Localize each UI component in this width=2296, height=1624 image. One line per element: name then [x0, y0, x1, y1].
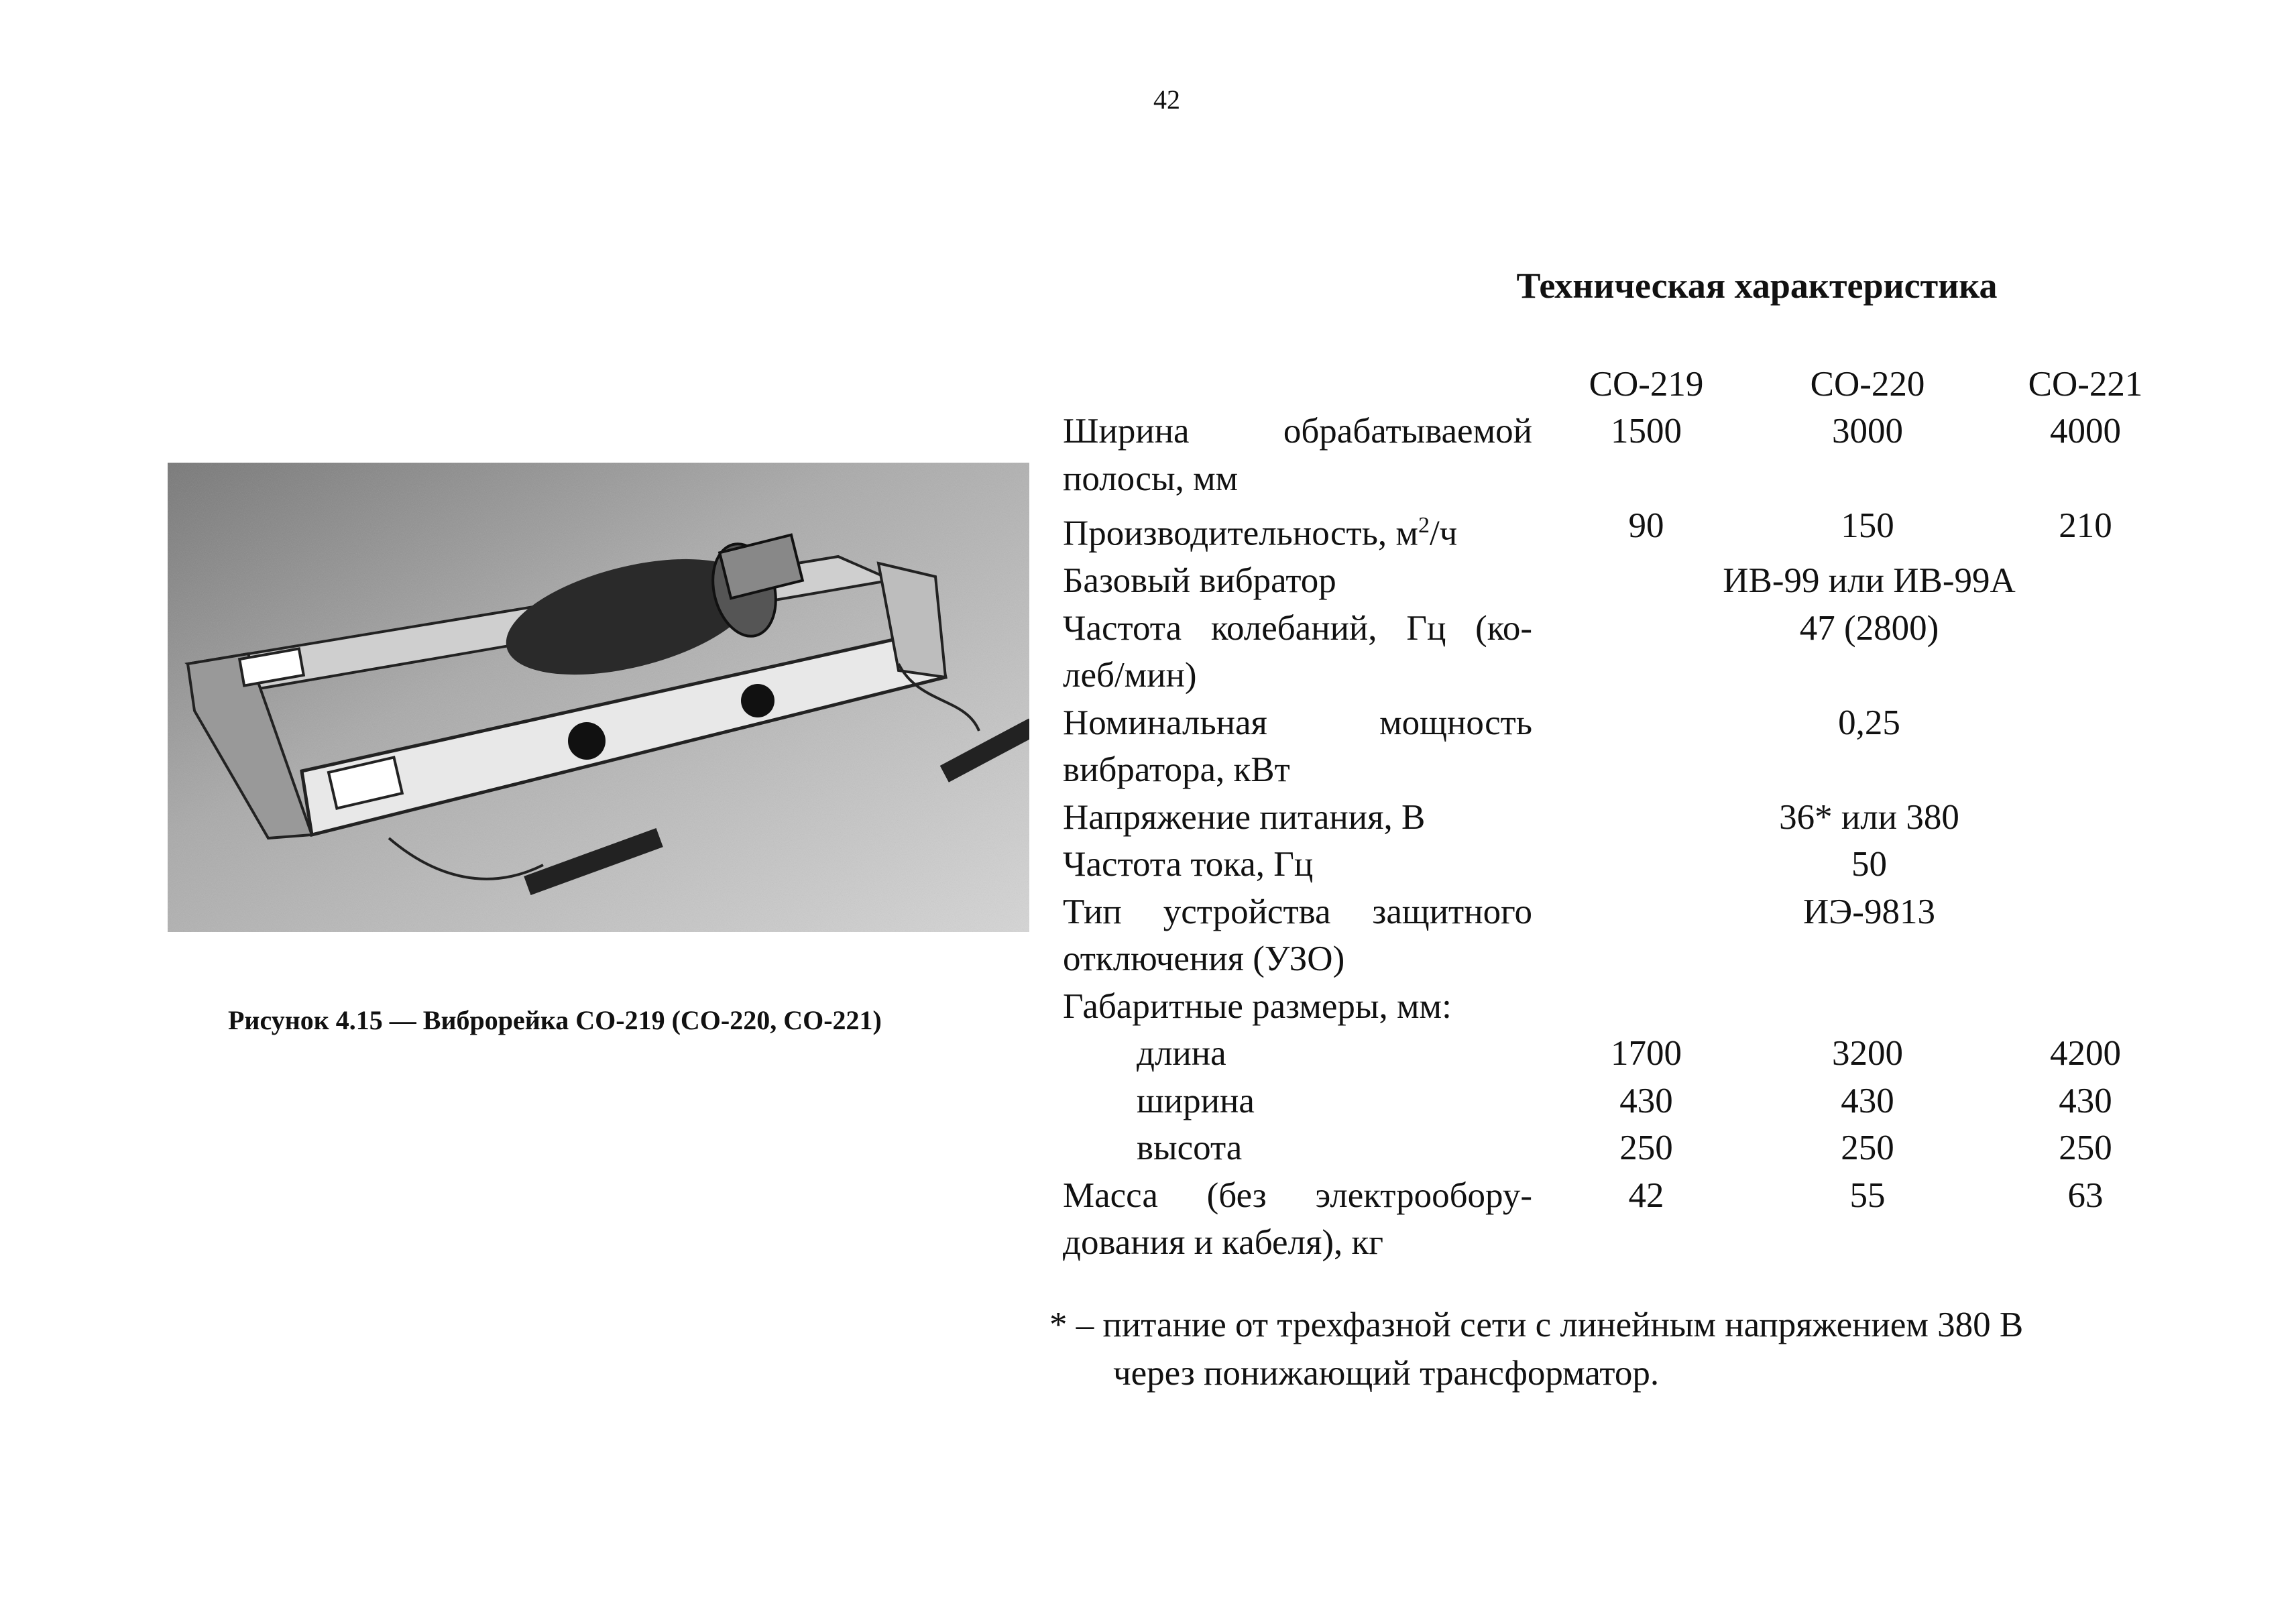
footnote-line-2: через понижающий трансформатор. — [1113, 1354, 1660, 1393]
model-header-1: СО-219 — [1589, 365, 1704, 404]
table-row — [1063, 1172, 2104, 1267]
table-row — [1063, 557, 2016, 605]
table-row — [1063, 983, 1532, 1031]
screed-knob-2 — [741, 684, 774, 717]
specs-title: Техническая характеристика — [1516, 266, 1998, 306]
row-value: 63 — [2067, 1175, 2104, 1215]
row-value: 4200 — [2050, 1034, 2121, 1074]
row-value: 90 — [1628, 506, 1664, 545]
row-label: Напряжение питания, В — [1063, 797, 1426, 837]
row-value: 55 — [1849, 1175, 1886, 1215]
row-value: 250 — [1841, 1128, 1894, 1168]
page-number: 42 — [1153, 84, 1180, 115]
row-label-cont: отключения (УЗО) — [1063, 939, 1345, 979]
row-label: Базовый вибратор — [1063, 561, 1336, 601]
table-row — [1063, 502, 2112, 557]
row-span-value: ИЭ-9813 — [1803, 892, 1935, 931]
row-span-value: 47 (2800) — [1799, 608, 1939, 648]
row-value: 1700 — [1611, 1034, 1682, 1074]
row-label-cont: дования и кабеля), кг — [1063, 1223, 1384, 1263]
row-value: 250 — [2059, 1128, 2112, 1168]
table-row — [1063, 794, 1959, 842]
footnote — [1049, 1301, 2023, 1397]
row-label: Частота тока, Гц — [1063, 845, 1314, 884]
row-label: ширина — [1137, 1081, 1255, 1120]
model-header-2: СО-220 — [1810, 365, 1925, 404]
table-row — [1063, 888, 1935, 983]
row-value: 430 — [2059, 1081, 2112, 1120]
table-row — [1063, 408, 2121, 502]
row-value: 42 — [1628, 1175, 1664, 1215]
footnote-line-1: * – питание от трехфазной сети с линейным напряжением 380 В — [1049, 1306, 2024, 1344]
row-value: 1500 — [1611, 412, 1682, 451]
row-label-cont: полосы, мм — [1063, 459, 1239, 498]
table-row — [1063, 699, 1900, 794]
specs-header-row — [1063, 361, 2143, 408]
table-row — [1063, 1078, 2112, 1125]
row-value: 3200 — [1832, 1034, 1903, 1074]
row-label: Производительность, $м^2/ч$ — [1063, 513, 1458, 553]
row-value: 210 — [2059, 506, 2112, 545]
row-label: Масса (без электрообору- — [1063, 1175, 1532, 1215]
row-span-value: 0,25 — [1838, 703, 1900, 742]
row-value: 4000 — [2050, 412, 2121, 451]
screed-knob-1 — [568, 722, 606, 760]
row-value: 250 — [1619, 1128, 1673, 1168]
row-label-cont: вибратора, кВт — [1063, 750, 1290, 790]
row-label: высота — [1137, 1128, 1243, 1168]
model-header-3: СО-221 — [2028, 365, 2143, 404]
row-value: 3000 — [1832, 412, 1903, 451]
row-label: Номинальная мощность — [1063, 703, 1532, 742]
row-span-value: ИВ-99 или ИВ-99А — [1723, 561, 2016, 601]
specs-table — [1063, 361, 2143, 1267]
row-value: 150 — [1841, 506, 1894, 545]
row-label: Тип устройства защитного — [1063, 892, 1532, 931]
vibrating-screed-photo — [168, 463, 1029, 932]
table-row — [1063, 841, 1887, 888]
table-row — [1063, 605, 1939, 699]
row-label: длина — [1137, 1034, 1226, 1074]
table-row — [1063, 1030, 2121, 1078]
row-value: 430 — [1619, 1081, 1673, 1120]
row-span-value: 50 — [1851, 845, 1887, 884]
row-value: 430 — [1841, 1081, 1894, 1120]
row-label: Частота колебаний, Гц (ко- — [1063, 608, 1532, 648]
figure-caption: Рисунок 4.15 — Виброрейка СО-219 (СО-220, СО-221) — [228, 1005, 882, 1035]
row-label-cont: леб/мин) — [1063, 656, 1197, 695]
row-span-value: 36* или 380 — [1779, 797, 1959, 837]
table-row — [1063, 1124, 2112, 1172]
row-label: Ширина обрабатываемой — [1063, 412, 1532, 451]
row-label: Габаритные размеры, мм: — [1063, 986, 1452, 1026]
